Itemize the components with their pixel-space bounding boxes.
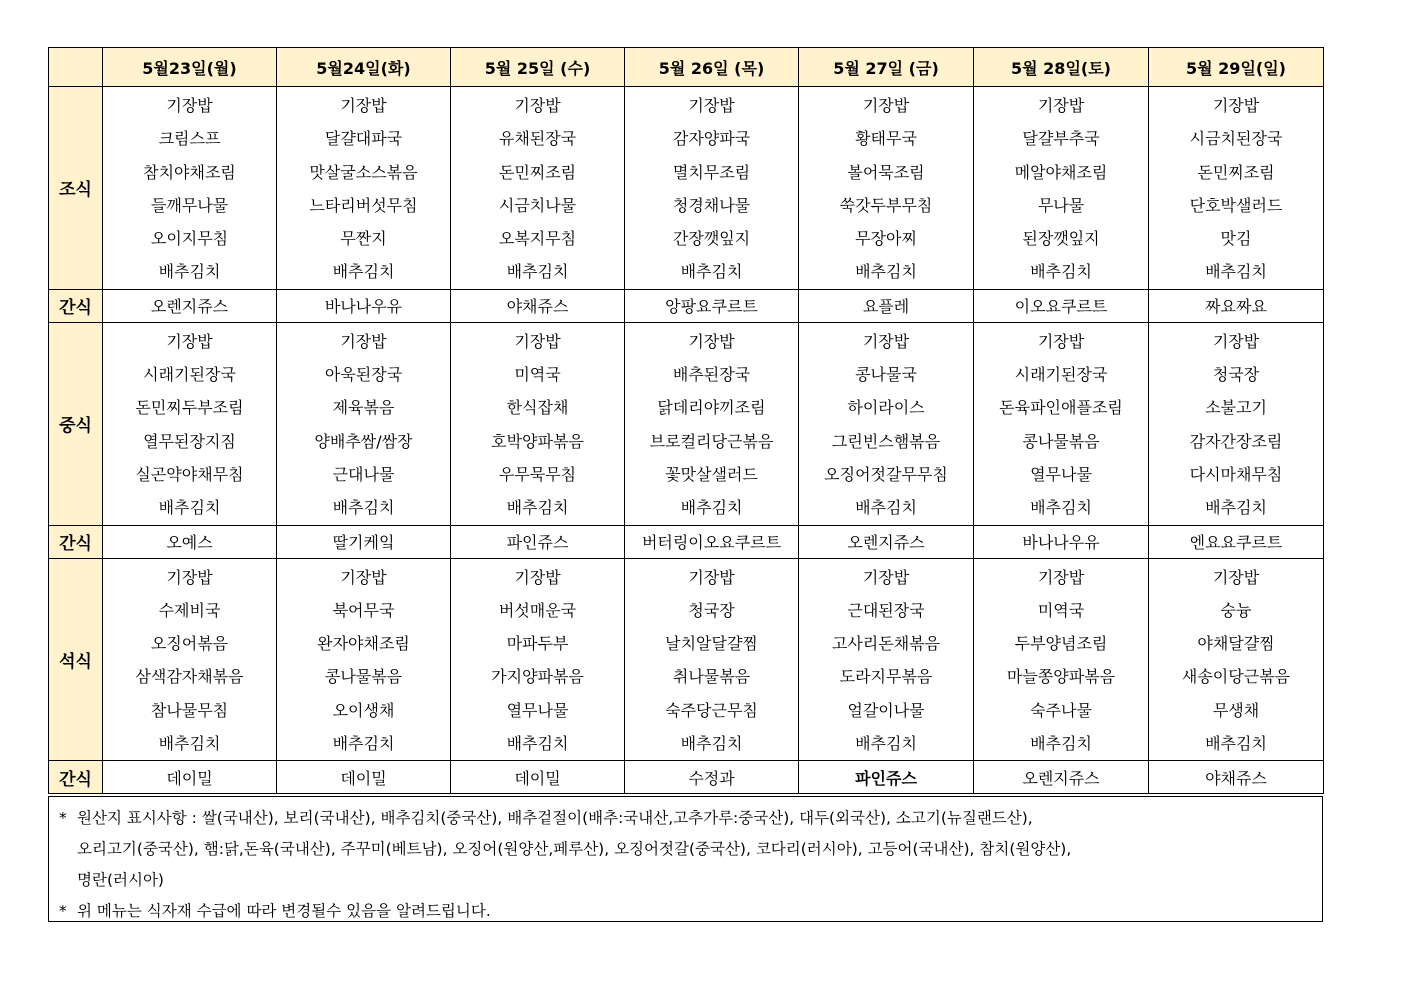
menu-item: 무짠지 [340,229,387,249]
menu-items [103,323,276,525]
menu-cell [799,558,974,761]
menu-items [974,87,1148,289]
menu-item: 배추김치 [332,262,395,282]
snack-cell: 데이밀 [451,761,625,794]
menu-item: 꽃맛살샐러드 [665,464,758,484]
menu-item: 기장밥 [688,567,735,587]
meal-label-snack: 간식 [49,289,103,322]
menu-items [277,559,450,761]
menu-cell [799,87,974,290]
snack-cell: 엔요요쿠르트 [1149,525,1324,558]
day-header: 5월 29일(일) [1149,48,1324,87]
menu-item: 도라지무볶음 [839,667,933,687]
menu-item: 숙주나물 [1030,700,1092,720]
menu-item: 가지양파볶음 [491,667,584,687]
menu-item: 수제비국 [158,600,221,620]
snack-cell: 이오요쿠르트 [974,289,1149,322]
menu-item: 양배추쌈/쌈장 [314,431,413,451]
menu-item: 배추김치 [506,734,569,754]
menu-item: 황태무국 [855,129,917,149]
lunch-row [49,322,1324,525]
menu-item: 미역국 [514,365,561,385]
menu-items [1149,87,1323,289]
menu-item: 배추김치 [1030,734,1092,754]
menu-item: 기장밥 [1212,567,1260,587]
menu-items [625,87,798,289]
menu-cell [103,558,277,761]
menu-item: 배추김치 [680,262,743,282]
menu-item: 기장밥 [166,331,213,351]
menu-item: 소불고기 [1205,398,1267,418]
menu-item: 오징어볶음 [150,634,229,654]
menu-item: 숙주당근무침 [665,700,758,720]
menu-item: 시금치나물 [498,195,577,215]
menu-cell [277,322,451,525]
snack-cell: 바나나우유 [277,289,451,322]
menu-item: 열무된장지짐 [143,431,236,451]
meal-label-snack: 간식 [49,525,103,558]
menu-item: 기장밥 [688,96,735,115]
menu-item: 시금치된장국 [1189,129,1283,149]
menu-item: 간장깻잎지 [672,229,751,249]
snack-cell: 야채쥬스 [1149,761,1324,794]
meal-label-dinner: 석식 [49,558,103,761]
snack-cell: 데이밀 [277,761,451,794]
menu-item: 단호박샐러드 [1189,195,1283,215]
snack-cell: 오렌지쥬스 [974,761,1149,794]
menu-item: 기장밥 [1037,331,1085,351]
menu-item: 삼색감자채볶음 [135,667,244,687]
menu-change-notice [59,896,1312,927]
menu-item: 제육볶음 [332,398,395,418]
snack-cell: 수정과 [625,761,799,794]
menu-item: 기장밥 [166,567,213,587]
menu-item: 청경채나물 [672,195,751,215]
menu-item: 배추김치 [158,498,221,518]
menu-items [625,323,798,525]
snack-cell: 데이밀 [103,761,277,794]
menu-item: 아욱된장국 [324,365,403,385]
menu-item: 돈육파인애플조림 [999,398,1123,418]
menu-item: 오징어젓갈무무침 [824,464,948,484]
menu-item: 감자양파국 [672,129,751,149]
menu-item: 두부양념조림 [1014,634,1108,654]
origin-line-3: 명란(러시아) [77,871,164,889]
snack-cell: 짜요짜요 [1149,289,1324,322]
menu-item: 쑥갓두부무침 [839,195,933,215]
menu-item: 실곤약야채무침 [135,464,244,484]
menu-item: 브로컬리당근볶음 [649,431,774,451]
menu-item: 버섯매운국 [498,600,577,620]
menu-item: 미역국 [1037,600,1085,620]
meal-label-lunch: 중식 [49,322,103,525]
menu-item: 배추김치 [680,498,743,518]
origin-line-1: 원산지 표시사항 : 쌀(국내산), 보리(국내산), 배추김치(중국산), 배추겉절이(배추:국내산,고추가루:중국산), 대두(외국산), 소고기(뉴질랜드산), [77,809,1033,827]
menu-cell [625,322,799,525]
menu-item: 시래기된장국 [1014,365,1108,385]
menu-item: 기장밥 [862,331,910,351]
menu-cell [103,87,277,290]
menu-cell [799,322,974,525]
menu-cell [451,87,625,290]
breakfast-row [49,87,1324,290]
snack-cell: 요플레 [799,289,974,322]
menu-items [103,87,276,289]
menu-items [625,559,798,761]
dinner-row [49,558,1324,761]
menu-item: 배추김치 [1030,498,1092,518]
menu-item: 하이라이스 [847,398,925,418]
menu-item: 돈민찌조림 [498,162,577,182]
day-header: 5월24일(화) [277,48,451,87]
menu-item: 들깨무나물 [150,195,229,215]
menu-item: 무장아찌 [855,229,917,249]
menu-item: 근대된장국 [847,600,925,620]
menu-item: 기장밥 [340,567,387,587]
menu-item: 돈민찌조림 [1197,162,1275,182]
menu-cell [625,558,799,761]
menu-item: 고사리돈채볶음 [831,634,941,654]
menu-cell [103,322,277,525]
menu-items [451,323,624,525]
menu-item: 북어무국 [332,600,395,620]
menu-item: 기장밥 [1212,331,1260,351]
menu-item: 배추김치 [1205,262,1267,282]
snack-cell: 오렌지쥬스 [103,289,277,322]
menu-item: 오이생채 [332,700,395,720]
menu-item: 참나물무침 [150,700,229,720]
menu-items [974,559,1148,761]
menu-item: 열무나물 [506,700,569,720]
origin-note [59,803,1312,834]
menu-item: 배추김치 [1205,734,1267,754]
menu-item: 무생채 [1212,700,1260,720]
menu-item: 시래기된장국 [143,365,236,385]
day-header: 5월 26일 (목) [625,48,799,87]
menu-items [277,87,450,289]
menu-item: 청국장 [688,600,735,620]
menu-items [451,559,624,761]
menu-item: 배추김치 [506,262,569,282]
menu-item: 콩나물국 [855,365,917,385]
menu-item: 우무묵무침 [498,464,577,484]
menu-item: 된장깻잎지 [1022,229,1100,249]
menu-item: 한식잡채 [506,398,569,418]
menu-item: 기장밥 [1212,96,1260,115]
meal-label-breakfast: 조식 [49,87,103,290]
menu-item: 배추된장국 [672,365,751,385]
day-header: 5월 25일 (수) [451,48,625,87]
menu-item: 다시마채무침 [1189,464,1283,484]
menu-cell [974,558,1149,761]
menu-item: 기장밥 [862,567,910,587]
snack-cell: 파인쥬스 [799,761,974,794]
menu-item: 배추김치 [158,262,221,282]
menu-item: 오복지무침 [498,229,577,249]
menu-item: 기장밥 [1037,567,1085,587]
meal-label-snack: 간식 [49,761,103,794]
menu-item: 멸치무조림 [672,162,751,182]
menu-item: 기장밥 [514,96,561,115]
weekly-menu-table [48,47,1324,794]
origin-notes-box [48,796,1323,922]
snack-row-3 [49,761,1324,794]
menu-item: 닭데리야끼조림 [657,398,766,418]
menu-item: 배추김치 [332,734,395,754]
menu-item: 배추김치 [680,734,743,754]
snack-row-2 [49,525,1324,558]
menu-item: 날치알달걀찜 [665,634,758,654]
menu-item: 메알야채조림 [1014,162,1108,182]
menu-item: 마파두부 [506,634,569,654]
day-header: 5월23일(월) [103,48,277,87]
menu-item: 호박양파볶음 [491,431,584,451]
menu-cell [1149,558,1324,761]
menu-items [799,323,973,525]
menu-item: 열무나물 [1030,464,1092,484]
menu-item: 기장밥 [340,331,387,351]
menu-item: 기장밥 [340,96,387,115]
menu-item: 야채달걀찜 [1197,634,1275,654]
snack-cell: 오예스 [103,525,277,558]
menu-items [799,559,973,761]
menu-item: 기장밥 [514,331,561,351]
menu-item: 콩나물볶음 [324,667,403,687]
snack-cell: 야채쥬스 [451,289,625,322]
menu-item: 배추김치 [506,498,569,518]
menu-items [1149,323,1323,525]
menu-item: 숭늉 [1220,600,1252,620]
menu-cell [451,322,625,525]
snack-cell: 파인쥬스 [451,525,625,558]
bullet-star: * [59,902,67,920]
menu-item: 배추김치 [332,498,395,518]
menu-cell [974,87,1149,290]
snack-cell: 바나나우유 [974,525,1149,558]
menu-item: 기장밥 [166,96,213,115]
menu-items [1149,559,1323,761]
notice-text: 위 메뉴는 식자재 수급에 따라 변경될수 있음을 알려드립니다. [77,902,491,920]
menu-item: 그린빈스햄볶음 [831,431,941,451]
menu-item: 크림스프 [158,129,221,149]
menu-item: 무나물 [1037,195,1085,215]
menu-item: 참치야채조림 [143,162,236,182]
origin-line-2: 오리고기(중국산), 햄:닭,돈육(국내산), 주꾸미(베트남), 오징어(원양산,페루산), 오징어젓갈(중국산), 코다리(러시아), 고등어(국내산), 참치(원양산), [77,840,1072,858]
menu-item: 콩나물볶음 [1022,431,1100,451]
menu-items [451,87,624,289]
menu-cell [974,322,1149,525]
header-row [49,48,1324,87]
menu-item: 돈민찌두부조림 [135,398,244,418]
menu-item: 달걀대파국 [324,129,403,149]
menu-item: 취나물볶음 [672,667,751,687]
menu-item: 감자간장조림 [1189,431,1283,451]
menu-item: 기장밥 [1037,96,1085,115]
snack-row-1 [49,289,1324,322]
menu-items [974,323,1148,525]
menu-item: 근대나물 [332,464,395,484]
snack-cell: 앙팡요쿠르트 [625,289,799,322]
menu-item: 배추김치 [855,734,917,754]
menu-item: 기장밥 [688,331,735,351]
menu-items [799,87,973,289]
menu-item: 배추김치 [855,498,917,518]
menu-cell [277,558,451,761]
menu-item: 맛김 [1220,229,1252,249]
menu-items [103,559,276,761]
menu-cell [451,558,625,761]
menu-item: 기장밥 [514,567,561,587]
menu-item: 얼갈이나물 [847,700,925,720]
menu-cell [277,87,451,290]
day-header: 5월 27일 (금) [799,48,974,87]
menu-item: 기장밥 [862,96,910,115]
menu-item: 볼어묵조림 [847,162,925,182]
menu-item: 마늘쫑양파볶음 [1006,667,1116,687]
corner-cell [49,48,103,87]
menu-items [277,323,450,525]
bullet-star: * [59,809,67,827]
snack-cell: 딸기케잌 [277,525,451,558]
menu-item: 느타리버섯무침 [309,195,418,215]
menu-item: 배추김치 [855,262,917,282]
menu-item: 달걀부추국 [1022,129,1100,149]
menu-item: 완자야채조림 [317,634,410,654]
menu-item: 배추김치 [158,734,221,754]
day-header: 5월 28일(토) [974,48,1149,87]
menu-item: 배추김치 [1030,262,1092,282]
menu-cell [625,87,799,290]
menu-item: 배추김치 [1205,498,1267,518]
menu-item: 새송이당근볶음 [1181,667,1291,687]
menu-item: 맛살굴소스볶음 [309,162,418,182]
menu-item: 오이지무침 [150,229,229,249]
menu-item: 유채된장국 [498,129,577,149]
menu-item: 청국장 [1212,365,1260,385]
menu-cell [1149,87,1324,290]
menu-cell [1149,322,1324,525]
snack-cell: 오렌지쥬스 [799,525,974,558]
snack-cell: 버터링이오요쿠르트 [625,525,799,558]
